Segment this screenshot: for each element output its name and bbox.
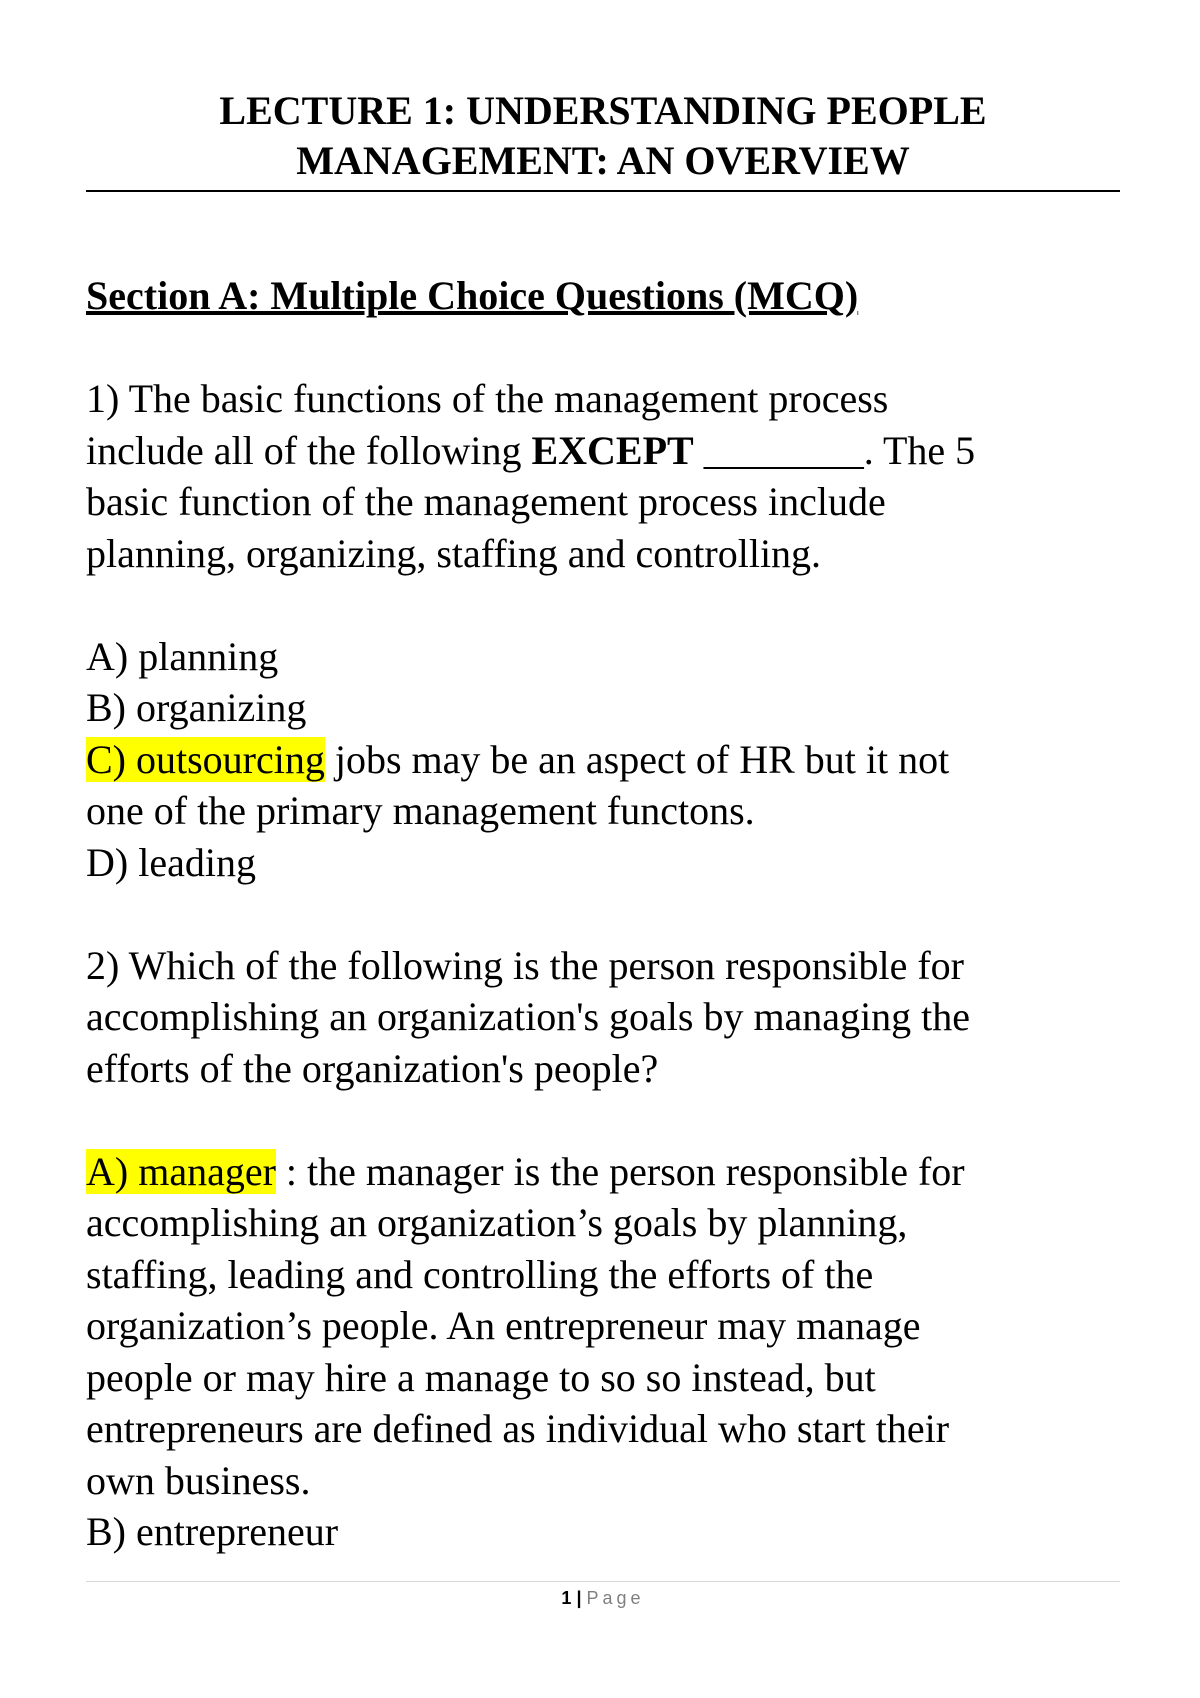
question-2-line-1: 2) Which of the following is the person responsible for	[86, 942, 964, 988]
question-1-line-2	[86, 425, 1120, 477]
question-2-line-2: accomplishing an organization's goals by managing the	[86, 994, 971, 1039]
footer-rule	[86, 1581, 1120, 1582]
lecture-title	[86, 86, 1120, 186]
spacer	[86, 1094, 1120, 1146]
explanation-line-2: accomplishing an organization’s goals by planning,	[86, 1200, 908, 1245]
question-1-line-4: planning, organizing, staffing and controlling.	[86, 530, 822, 576]
document-body	[86, 270, 1120, 1558]
question-1-line-1: 1) The basic functions of the management process	[86, 376, 889, 421]
question-1-option-c	[86, 734, 1120, 786]
question-2-option-b: B) entrepreneur	[86, 1509, 339, 1554]
explanation-line-4: organization’s people. An entrepreneur may manage	[86, 1303, 921, 1348]
question-1-except: EXCEPT	[531, 427, 694, 473]
title-line-2: MANAGEMENT: AN OVERVIEW	[296, 138, 910, 183]
title-line-1: LECTURE 1: UNDERSTANDING PEOPLE	[219, 88, 987, 133]
answer-highlight: C) outsourcing	[86, 736, 325, 782]
question-2-option-a	[86, 1146, 1120, 1198]
question-1-blank: ________. The 5	[693, 427, 976, 473]
answer-highlight: A) manager	[86, 1148, 276, 1194]
spacer	[86, 579, 1120, 631]
section-title: Section A: Multiple Choice Questions (MCQ)	[86, 273, 859, 318]
question-2	[86, 940, 1120, 1558]
question-1-option-a: A) planning	[86, 633, 279, 679]
question-1-option-d: D) leading	[86, 839, 256, 885]
question-1-option-b: B) organizing	[86, 685, 307, 730]
explanation-line-7: own business.	[86, 1457, 311, 1503]
spacer	[86, 322, 1120, 374]
question-1-option-c-line-2: one of the primary management functons.	[86, 788, 755, 833]
answer-explanation: : the manager is the person responsible for	[275, 1148, 965, 1194]
explanation-line-5: people or may hire a manage to so so instead, but	[86, 1354, 876, 1400]
question-1	[86, 373, 1120, 888]
page-footer	[86, 1586, 1120, 1610]
page-number: 1	[561, 1588, 572, 1608]
section-heading	[86, 270, 1120, 322]
explanation-line-3: staffing, leading and controlling the efforts of the	[86, 1251, 874, 1297]
spacer	[86, 888, 1120, 940]
explanation-line-6: entrepreneurs are defined as individual who start their	[86, 1406, 950, 1451]
title-underline-rule	[86, 190, 1120, 192]
footer-separator: |	[576, 1588, 582, 1608]
page-label: Page	[586, 1588, 645, 1608]
question-1-line-3: basic function of the management process include	[86, 479, 886, 524]
question-2-line-3: efforts of the organization's people?	[86, 1045, 659, 1091]
question-1-text: include all of the following	[86, 427, 532, 473]
answer-explanation: jobs may be an aspect of HR but it not	[324, 736, 950, 782]
